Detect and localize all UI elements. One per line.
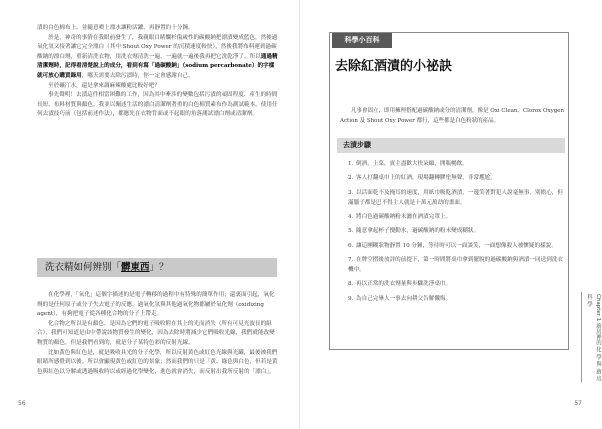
text-run: 漬的白色棉布上，並隨意噴上漂水讓粉活躍，再靜置約十分鐘。 [37, 25, 194, 31]
step-item [348, 242, 566, 252]
step-text: 為自己完畢人一事去向耕父告解懺悔。 [356, 295, 452, 302]
step-number: 2. [348, 175, 354, 182]
sidebar-intro-paragraph: 凡事會固立，即用擁理搭配過碳酸鈉或分的清潔劑，像是 Oxi Clean、Clorox Oxygen Action 及 Shout Oxy Power 都行，這些都是白色粉狀的產品。 [340, 108, 565, 124]
step-number: 8. [348, 281, 354, 288]
step-text: 客人打翻桌巾上的紅酒，現場翻轉膠塗無聲，非常尷尬。 [356, 175, 496, 182]
step-text: 將白色過碳酸鈉粉末灑在酒漬完罩上。 [356, 213, 452, 220]
step-item [348, 280, 566, 290]
page-number-right: 57 [574, 400, 582, 407]
step-item [348, 160, 566, 170]
step-number: 4. [348, 213, 354, 220]
page-number-left: 56 [18, 400, 26, 407]
left-page [0, 0, 300, 429]
text-run: 事先聲明！去漬這件相當困難的工作，因為其中牽涉的變數包括污漬的頑固程度、產生的時間長短、布料材質與顏色，我並以闡述生活的漂白清潔劑著重的白色棉質素布作為測試範本，使用任何去漬技巧前（包括前述作法），都應先在衣物背面或不起眼的角落測試漂白劑或清潔劑。 [37, 92, 278, 118]
sidebar-label: 科學小百科 [332, 33, 392, 48]
step-number: 1. [348, 161, 354, 167]
sidebar-title: 去除紅酒漬的小祕訣 [335, 59, 453, 74]
step-item [348, 256, 566, 276]
step-number: 5. [348, 228, 354, 235]
paragraph [37, 24, 279, 34]
step-number: 3. [348, 189, 354, 196]
text-run: 於是，神奇的事情在我眼前發生了，我親眼目睹爛杉傷歲性的碳酸鈉把漂漬變成藍色，然後過氧化氫又接著讓它完全漂白（其中 Shout Oxy Power 的沉積速度較快），然後我將布料運到過碳酸鈉的漂白劑，重新清洗衣物，用洗衣劑清洗一遍，一遍就一遍後我再把它洗乾淨了。所以 [37, 34, 278, 60]
paragraph [37, 291, 279, 320]
section-heading [37, 258, 277, 277]
step-text: 再以正常的洗衣劑量與步驟洗淨桌巾。 [356, 281, 452, 288]
step-text: 隨意拿起杯子攪動水，過碳酸鈉的粉末變成糊狀。 [356, 228, 480, 235]
step-item [348, 295, 566, 305]
paragraph [37, 82, 279, 92]
section-heading-text: 洗衣精如何辨別「髒東西」？ [45, 262, 169, 273]
paragraph [37, 91, 279, 120]
text-run: 至於礦汀水，還是拿來調麻辣酸處比較好吧？ [48, 82, 160, 89]
step-item [348, 189, 566, 209]
text-run: 比如黃色與紅色是，就是吸收具光的分子化學，所以反射黃色或紅色光線與光罐，最後被我們眼睛所感覺到以後。所以會顯現黃色或紅色的景象；然而我們的只是「黃、綠色與白色，但若是黃色與紅色以分解或透過吸收時以或經過化學變化，進色就會消失，而反射出我所反射的「漂白」。 [37, 349, 278, 375]
left-body-text [37, 291, 279, 377]
step-number: 9. [348, 295, 354, 302]
steps-heading-text: 去漬步驟 [343, 141, 371, 149]
step-item [348, 213, 566, 223]
steps-list [348, 160, 566, 309]
text-run: ，哪天需要去除污漬時，你一定會感謝自己。 [81, 72, 194, 79]
text-run: 在化學裡，「氧化」這個字描述的是電子轉移的過程中有特殊的簡單作用；還裏面引起，氧化劑的是任何原子或分子失去電子的反應，過氧化氫與其他過氧化物都屬於氧化劑（oxidizing agent），有夠把電子從各種化合物的分子上帶走。 [37, 292, 275, 318]
sidebar-intro [340, 107, 566, 126]
chapter-tab [581, 292, 601, 382]
step-text: 以活面乾不及掩耳的速度，用紙巾吸乾酒漬，一邊笑著對犯人說毫無事，別擔心，但滿腦子都是巴不得主人就是十萬元萬劫的畫面。 [348, 189, 563, 206]
right-page [300, 0, 600, 429]
left-intro-text [37, 24, 279, 120]
step-text: 倒酒，上菜，賓主盡歡大快朵頤，開瓶暢飲。 [356, 161, 468, 167]
step-number: 7. [348, 257, 354, 264]
step-item [348, 174, 566, 184]
paragraph [37, 349, 279, 378]
text-run: 化合物之所以是有顏色，是因為它們的電子吸收附在其上的光而消失（所有可見光波長的組合），我們可知道是由中帶說該物質發生的變化，因為去除時將減少它們吸收光線，我們就能改變物質的顏色，但是我們看到的，就是分子某特色彩的反射光線。 [37, 320, 275, 346]
paragraph [37, 34, 279, 82]
chapter-tab-text: Chapter 1 廚房裡的 化 學 與 廚 房 科 學 [586, 294, 601, 382]
step-text: 讓這團糊狀物靜置 10 分鐘，等待時可以一面談笑，一面想像殺人被懷疑的樣貌。 [356, 242, 557, 249]
paragraph [37, 320, 279, 349]
step-number: 6. [348, 242, 354, 249]
step-item [348, 227, 566, 237]
steps-heading [337, 138, 565, 153]
step-text: 在牌空摺後放評的前提下，第一時間將桌巾拿到擺脫的過碳酸鈉與酒漬一同送到洗衣機中。 [348, 257, 563, 273]
highlighted-text: 通過精清潔劑時，記得看清楚說上的成分，看到有寫「過碳酸鈉」（sodium percarbonate）的字樣就可放心購買錄用 [37, 53, 278, 79]
